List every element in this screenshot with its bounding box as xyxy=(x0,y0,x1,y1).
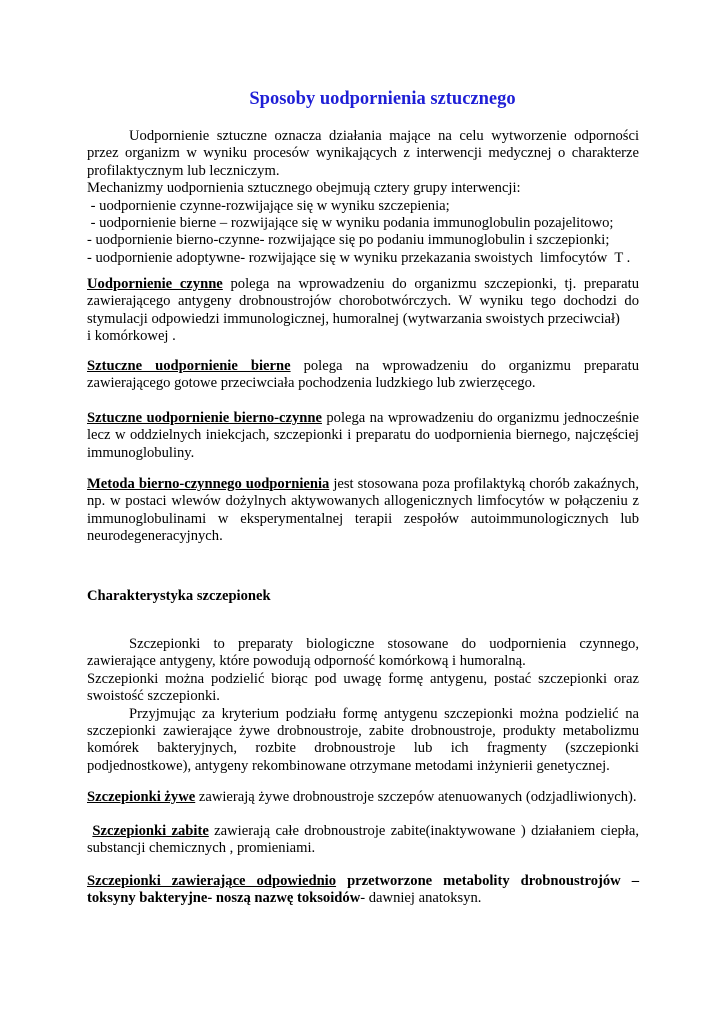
killed-text: zawierają całe drobnoustroje zabite(inaktywowane ) działaniem ciepła, xyxy=(208,823,639,839)
passive-active-text: lecz w oddzielnych iniekcjach, szczepionki i preparatu do uodpornienia biernego, najczęściej xyxy=(87,427,639,444)
active-term: Uodpornienie czynne xyxy=(87,276,223,292)
killed-vaccines-paragraph xyxy=(87,823,639,858)
vaccines-text: Przyjmując za kryterium podziału formę antygenu szczepionki można podzielić na xyxy=(129,705,639,722)
mechanism-item: - uodpornienie bierne – rozwijające się w wyniku podania immunoglobulin pozajelitowo; xyxy=(87,215,614,232)
active-text: zawierającego antygeny drobnoustrojów chorobotwórczych. W wyniku tego dochodzi do xyxy=(87,293,639,310)
killed-text: substancji chemicznych , promieniami. xyxy=(87,840,316,857)
passive-active-text: polega na wprowadzeniu do organizmu jednocześnie xyxy=(321,410,640,426)
section-heading: Charakterystyka szczepionek xyxy=(87,588,271,604)
passive-active-paragraph xyxy=(87,410,639,462)
vaccines-text: zawierające antygeny, które powodują odporność komórkową i humoralną. xyxy=(87,653,526,670)
vaccines-text: podjednostkowe), antygeny rekombinowane otrzymane metodami inżynierii genetycznej. xyxy=(87,757,610,774)
mechanism-item: - uodpornienie bierno-czynne- rozwijające się po podaniu immunoglobulin i szczepionki; xyxy=(87,232,610,249)
vaccines-text: komórek bakteryjnych, rozbite drobnoustroje lub ich fragmenty (szczepionki xyxy=(87,740,639,757)
method-text: np. w postaci wlewów dożylnych aktywowanych allogenicznych limfocytów w połączeniu z xyxy=(87,493,639,510)
passive-text: zawierającego gotowe przeciwciała pochodzenia ludzkiego lub zwierzęcego. xyxy=(87,375,536,392)
toxoid-term: Szczepionki zawierające odpowiednio xyxy=(87,873,337,889)
killed-term: Szczepionki zabite xyxy=(92,823,209,839)
mechanism-item: - uodpornienie czynne-rozwijające się w wyniku szczepienia; xyxy=(87,197,450,214)
vaccines-text: szczepionki zawierające żywe drobnoustroje, zabite drobnoustroje, produkty metabolizmu xyxy=(87,723,639,740)
method-paragraph xyxy=(87,476,639,546)
passive-active-term: Sztuczne uodpornienie bierno-czynne xyxy=(87,410,322,426)
live-term: Szczepionki żywe xyxy=(87,789,196,805)
mechanisms-intro: Mechanizmy uodpornienia sztucznego obejmują cztery grupy interwencji: xyxy=(87,180,521,197)
passive-active-text: immunoglobuliny. xyxy=(87,444,195,461)
method-text: immunoglobulinami w eksperymentalnej terapii zespołów autoimmunologicznych lub xyxy=(87,510,639,527)
passive-immunization-paragraph xyxy=(87,358,639,393)
vaccines-text: Szczepionki można podzielić biorąc pod uwagę formę antygenu, postać szczepionki oraz xyxy=(87,670,639,687)
toxoid-text: toksyny bakteryjne- noszą nazwę toksoidów xyxy=(87,890,361,907)
intro-line: przez organizm w wyniku procesów wynikających z interwencji medycznej o charakterze xyxy=(87,145,639,162)
intro-line: profilaktycznym lub leczniczym. xyxy=(87,162,280,179)
active-text: stymulacji odpowiedzi immunologicznej, humoralnej (wytwarzania swoistych przeciwciał) xyxy=(87,310,620,327)
mechanism-item: - uodpornienie adoptywne- rozwijające się w wyniku przekazania swoistych limfocytów T . xyxy=(87,249,631,266)
method-term: Metoda bierno-czynnego uodpornienia xyxy=(87,476,330,492)
live-text: zawierają żywe drobnoustroje szczepów atenuowanych (odzjadliwionych). xyxy=(195,789,637,805)
vaccines-paragraph xyxy=(87,636,639,775)
passive-term: Sztuczne uodpornienie bierne xyxy=(87,358,291,374)
toxoid-paragraph xyxy=(87,873,639,908)
vaccines-text: Szczepionki to preparaty biologiczne stosowane do uodpornienia czynnego, xyxy=(129,636,639,652)
page-title: Sposoby uodpornienia sztucznego xyxy=(249,89,516,109)
live-vaccines-paragraph xyxy=(87,789,639,806)
intro-line: Uodpornienie sztuczne oznacza działania mające na celu wytworzenie odporności xyxy=(129,128,639,144)
method-text: neurodegeneracyjnych. xyxy=(87,528,223,545)
method-text: jest stosowana poza profilaktyką chorób zakaźnych, xyxy=(329,476,639,492)
intro-paragraph xyxy=(87,128,639,267)
toxoid-text: przetworzone metabolity drobnoustrojów – xyxy=(336,873,640,889)
vaccines-text: swoistość szczepionki. xyxy=(87,688,220,705)
active-text: polega na wprowadzeniu do organizmu szczepionki, tj. preparatu xyxy=(222,276,640,292)
active-immunization-paragraph xyxy=(87,276,639,346)
passive-text: polega na wprowadzeniu do organizmu preparatu xyxy=(290,358,639,374)
toxoid-text: - dawniej anatoksyn. xyxy=(360,890,482,907)
active-text: i komórkowej . xyxy=(87,328,176,345)
